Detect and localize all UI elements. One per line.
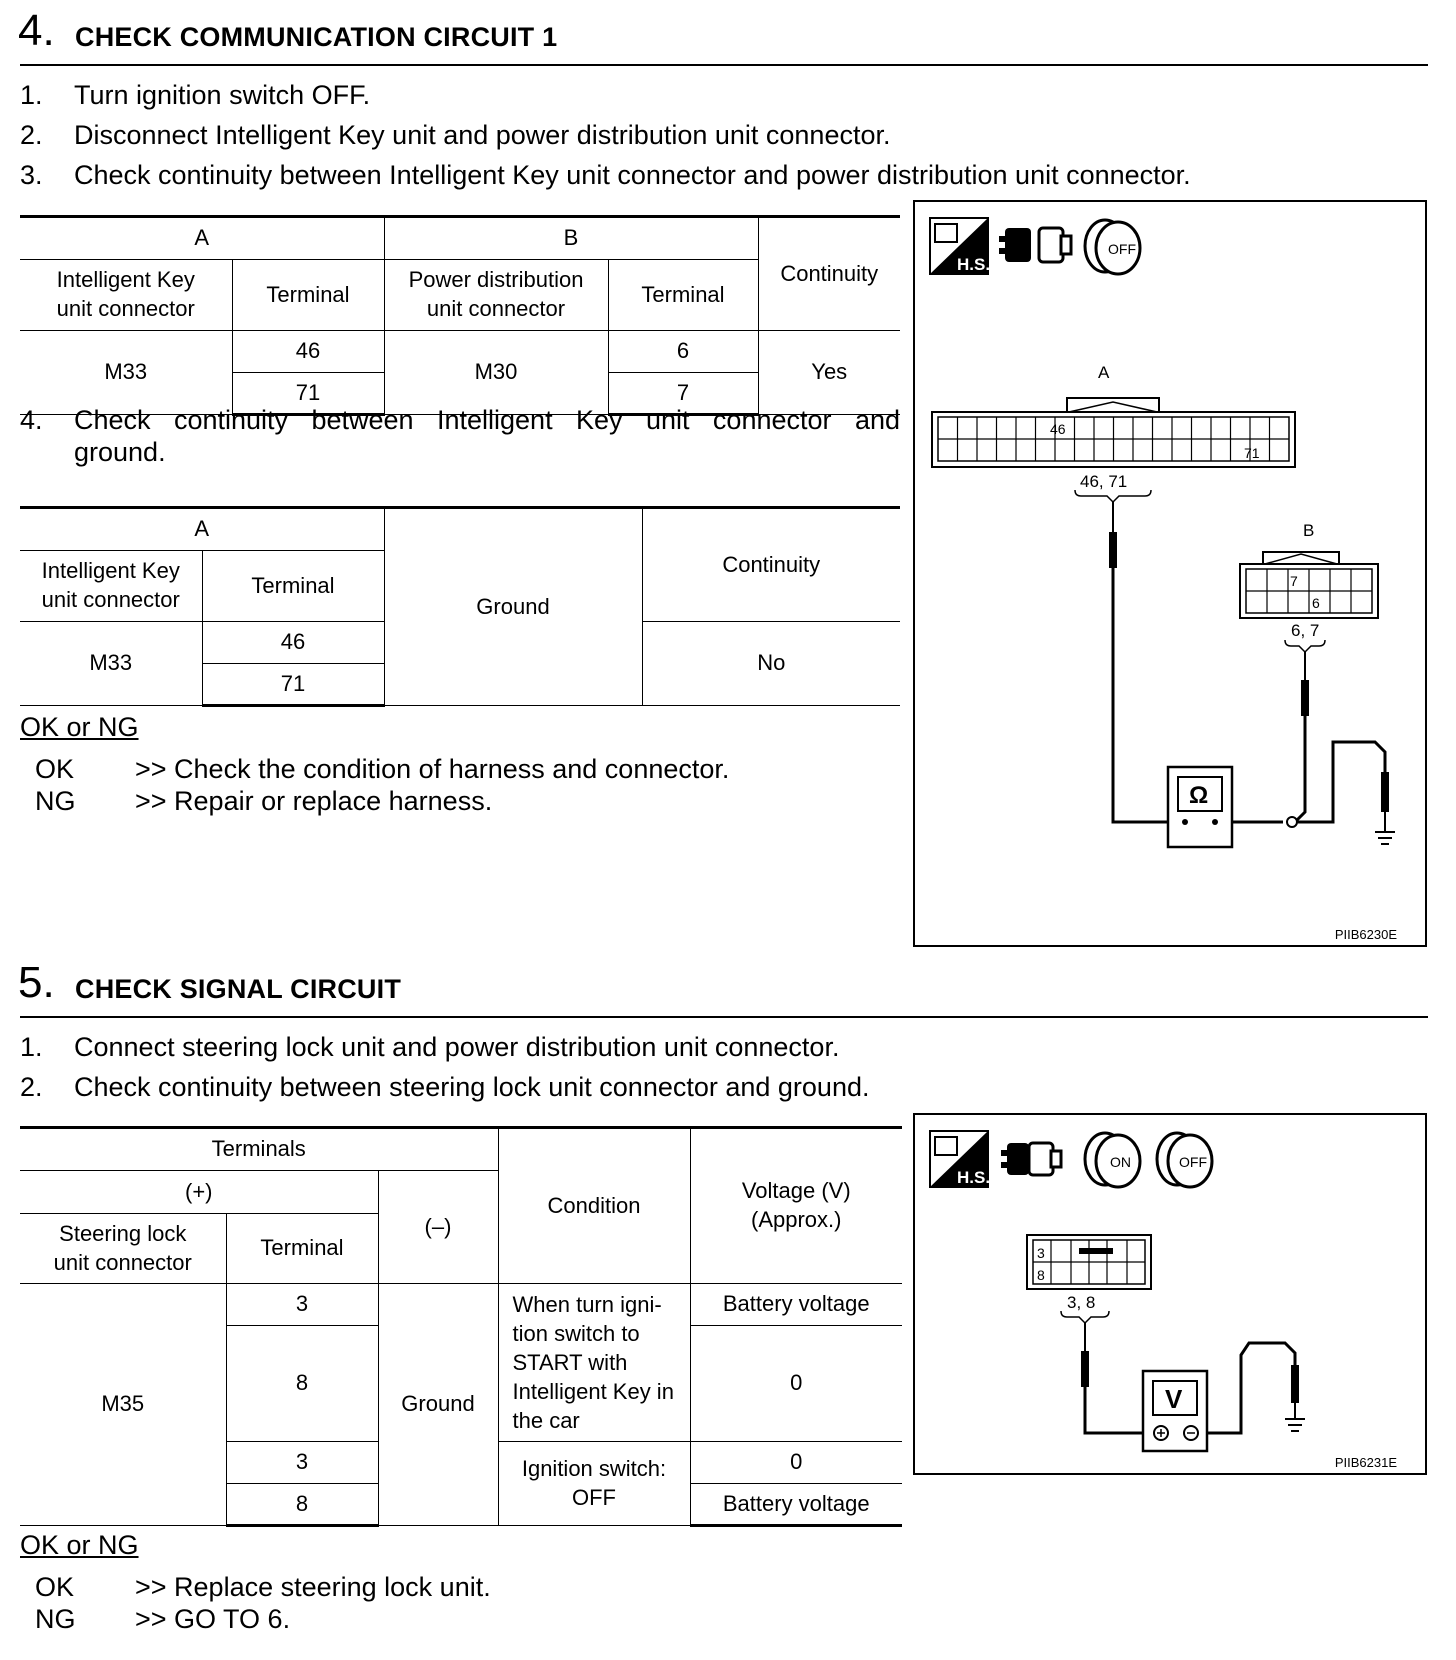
connector-b-pins: 6, 7	[1291, 621, 1320, 640]
step-text-line1: Check continuity between Intelligent Key unit connector and	[74, 405, 900, 435]
continuity-table-a-b	[20, 215, 900, 416]
voltage-cell: 0	[690, 1442, 902, 1484]
section-4-rule	[20, 64, 1428, 66]
probe-positive	[1081, 1351, 1089, 1387]
connector-cell: M35	[20, 1284, 226, 1526]
header-voltage	[690, 1128, 902, 1284]
terminal-b-cell: 7	[608, 373, 758, 415]
ng-label: NG	[35, 786, 76, 816]
section-4-title: CHECK COMMUNICATION CIRCUIT 1	[75, 22, 558, 52]
pin-7: 7	[1290, 573, 1298, 589]
connector-b-cell: M30	[384, 331, 608, 415]
ok-ng-heading: OK or NG	[20, 1530, 139, 1560]
figure-code: PIIB6230E	[1334, 927, 1397, 942]
ok-label: OK	[35, 754, 75, 784]
header-voltage-line1: Voltage (V)	[741, 1178, 851, 1204]
step-number: 1.	[20, 80, 43, 110]
header-ik-connector: Intelligent Key unit connector	[20, 260, 232, 331]
header-terminal-a: Terminal	[232, 260, 384, 331]
terminal-b-cell: 6	[608, 331, 758, 373]
voltmeter	[1143, 1371, 1207, 1451]
figure-voltage-diagram	[913, 1113, 1427, 1475]
connector-a-pins: 46, 71	[1080, 472, 1128, 491]
header-pd-connector: Power distribution unit connector	[384, 260, 608, 331]
header-minus: (–)	[378, 1171, 498, 1284]
probe-ground	[1381, 772, 1389, 812]
header-steering-connector: Steering lock unit connector	[20, 1214, 226, 1284]
key-off-icon	[1085, 220, 1140, 274]
header-continuity: Continuity	[758, 217, 900, 331]
continuity-table-ground	[20, 506, 900, 707]
header-a: A	[20, 217, 384, 260]
connector-a-label: A	[1098, 363, 1110, 382]
pin-71: 71	[1244, 445, 1260, 461]
voltage-cell: Battery voltage	[690, 1484, 902, 1526]
hs-icon-label: H.S.	[957, 255, 991, 274]
step-text-line2: ground.	[74, 437, 166, 467]
step-text: Disconnect Intelligent Key unit and power distribution unit connector.	[74, 120, 891, 150]
key-off-icon	[1157, 1133, 1212, 1187]
ground-cell: Ground	[378, 1284, 498, 1526]
ground-wire	[1289, 742, 1385, 822]
bracket	[1061, 1311, 1109, 1323]
connector-b-label: B	[1303, 521, 1315, 540]
step-number: 4.	[20, 405, 43, 435]
header-continuity: Continuity	[642, 508, 900, 622]
hs-icon	[930, 218, 990, 274]
header-plus: (+)	[20, 1171, 378, 1214]
ground-symbol	[1375, 832, 1395, 844]
pin-6: 6	[1312, 595, 1320, 611]
terminal-cell: 71	[202, 664, 384, 706]
wire-b	[1295, 716, 1305, 822]
key-on-label: ON	[1110, 1154, 1131, 1170]
steering-lock-connector	[1027, 1235, 1151, 1289]
hs-icon	[930, 1131, 990, 1187]
step-number: 1.	[20, 1032, 43, 1062]
key-off-label: OFF	[1179, 1154, 1207, 1170]
figure-code: PIIB6231E	[1334, 1455, 1397, 1470]
probe-a	[1109, 532, 1117, 568]
probe-b	[1301, 680, 1309, 716]
section-4-number: 4.	[18, 6, 55, 55]
ok-text: >> Check the condition of harness and connector.	[135, 754, 730, 784]
header-a: A	[20, 508, 384, 551]
bracket-b	[1285, 640, 1325, 652]
header-terminals: Terminals	[20, 1128, 498, 1171]
ohmmeter	[1168, 767, 1232, 847]
header-ik-connector: Intelligent Key unit connector	[20, 551, 202, 622]
key-off-label: OFF	[1108, 241, 1136, 257]
hs-icon-label: H.S.	[957, 1168, 991, 1187]
wire-negative	[1197, 1343, 1295, 1433]
wiring-diagram-1	[915, 202, 1425, 945]
connector-pins: 3, 8	[1067, 1293, 1096, 1312]
header-condition: Condition	[498, 1128, 690, 1284]
pin-46: 46	[1050, 421, 1066, 437]
voltage-cell: 0	[690, 1326, 902, 1442]
ok-label: OK	[35, 1572, 75, 1602]
section-5-title: CHECK SIGNAL CIRCUIT	[75, 974, 402, 1004]
connector-b	[1240, 552, 1378, 618]
connector-a-cell: M33	[20, 331, 232, 415]
terminal-cell: 3	[226, 1284, 378, 1326]
terminal-cell: 8	[226, 1326, 378, 1442]
figure-continuity-diagram	[913, 200, 1427, 947]
ok-ng-heading: OK or NG	[20, 712, 139, 742]
step-text: Turn ignition switch OFF.	[74, 80, 371, 110]
step-text: Check continuity between steering lock unit connector and ground.	[74, 1072, 870, 1102]
continuity-cell: Yes	[758, 331, 900, 415]
pin-8: 8	[1037, 1267, 1045, 1283]
terminal-a-cell: 71	[232, 373, 384, 415]
ohm-symbol: Ω	[1189, 782, 1209, 809]
ground-cell: Ground	[384, 508, 642, 706]
terminal-cell: 8	[226, 1484, 378, 1526]
ng-text: >> GO TO 6.	[135, 1604, 291, 1634]
connector-cell: M33	[20, 622, 202, 706]
header-terminal: Terminal	[226, 1214, 378, 1284]
header-voltage-line2: (Approx.)	[751, 1207, 842, 1232]
voltage-table	[20, 1126, 902, 1527]
condition-off-line1: Ignition switch:	[521, 1455, 667, 1481]
connector-disconnect-icon	[999, 228, 1071, 262]
header-terminal: Terminal	[202, 551, 384, 622]
step-number: 2.	[20, 1072, 43, 1102]
terminal-cell: 46	[202, 622, 384, 664]
voltage-cell: Battery voltage	[690, 1284, 902, 1326]
pin-3: 3	[1037, 1245, 1045, 1261]
condition-off-cell	[498, 1442, 690, 1526]
probe-ground	[1291, 1365, 1299, 1403]
ok-text: >> Replace steering lock unit.	[135, 1572, 491, 1602]
continuity-cell: No	[642, 622, 900, 706]
terminal-cell: 3	[226, 1442, 378, 1484]
header-terminal-b: Terminal	[608, 260, 758, 331]
step-number: 3.	[20, 160, 43, 190]
wiring-diagram-2	[915, 1115, 1425, 1473]
header-b: B	[384, 217, 758, 260]
condition-start-cell: When turn igni-tion switch to START with Intelligent Key in the car	[498, 1284, 690, 1442]
key-on-icon	[1085, 1133, 1140, 1187]
ng-label: NG	[35, 1604, 76, 1634]
connector-connected-icon	[1001, 1143, 1061, 1175]
step-text: Check continuity between Intelligent Key unit connector and power distribution unit connector.	[74, 160, 1191, 190]
junction-dot	[1287, 817, 1297, 827]
voltmeter-symbol: V	[1165, 1384, 1183, 1414]
bracket-a	[1075, 490, 1151, 502]
step-text: Connect steering lock unit and power distribution unit connector.	[74, 1032, 840, 1062]
ng-text: >> Repair or replace harness.	[135, 786, 493, 816]
ground-symbol	[1285, 1419, 1305, 1431]
connector-a	[932, 398, 1295, 467]
section-5-number: 5.	[18, 958, 55, 1007]
condition-off-line2: OFF	[572, 1484, 616, 1510]
terminal-a-cell: 46	[232, 331, 384, 373]
step-number: 2.	[20, 120, 43, 150]
section-5-rule	[20, 1016, 1428, 1018]
